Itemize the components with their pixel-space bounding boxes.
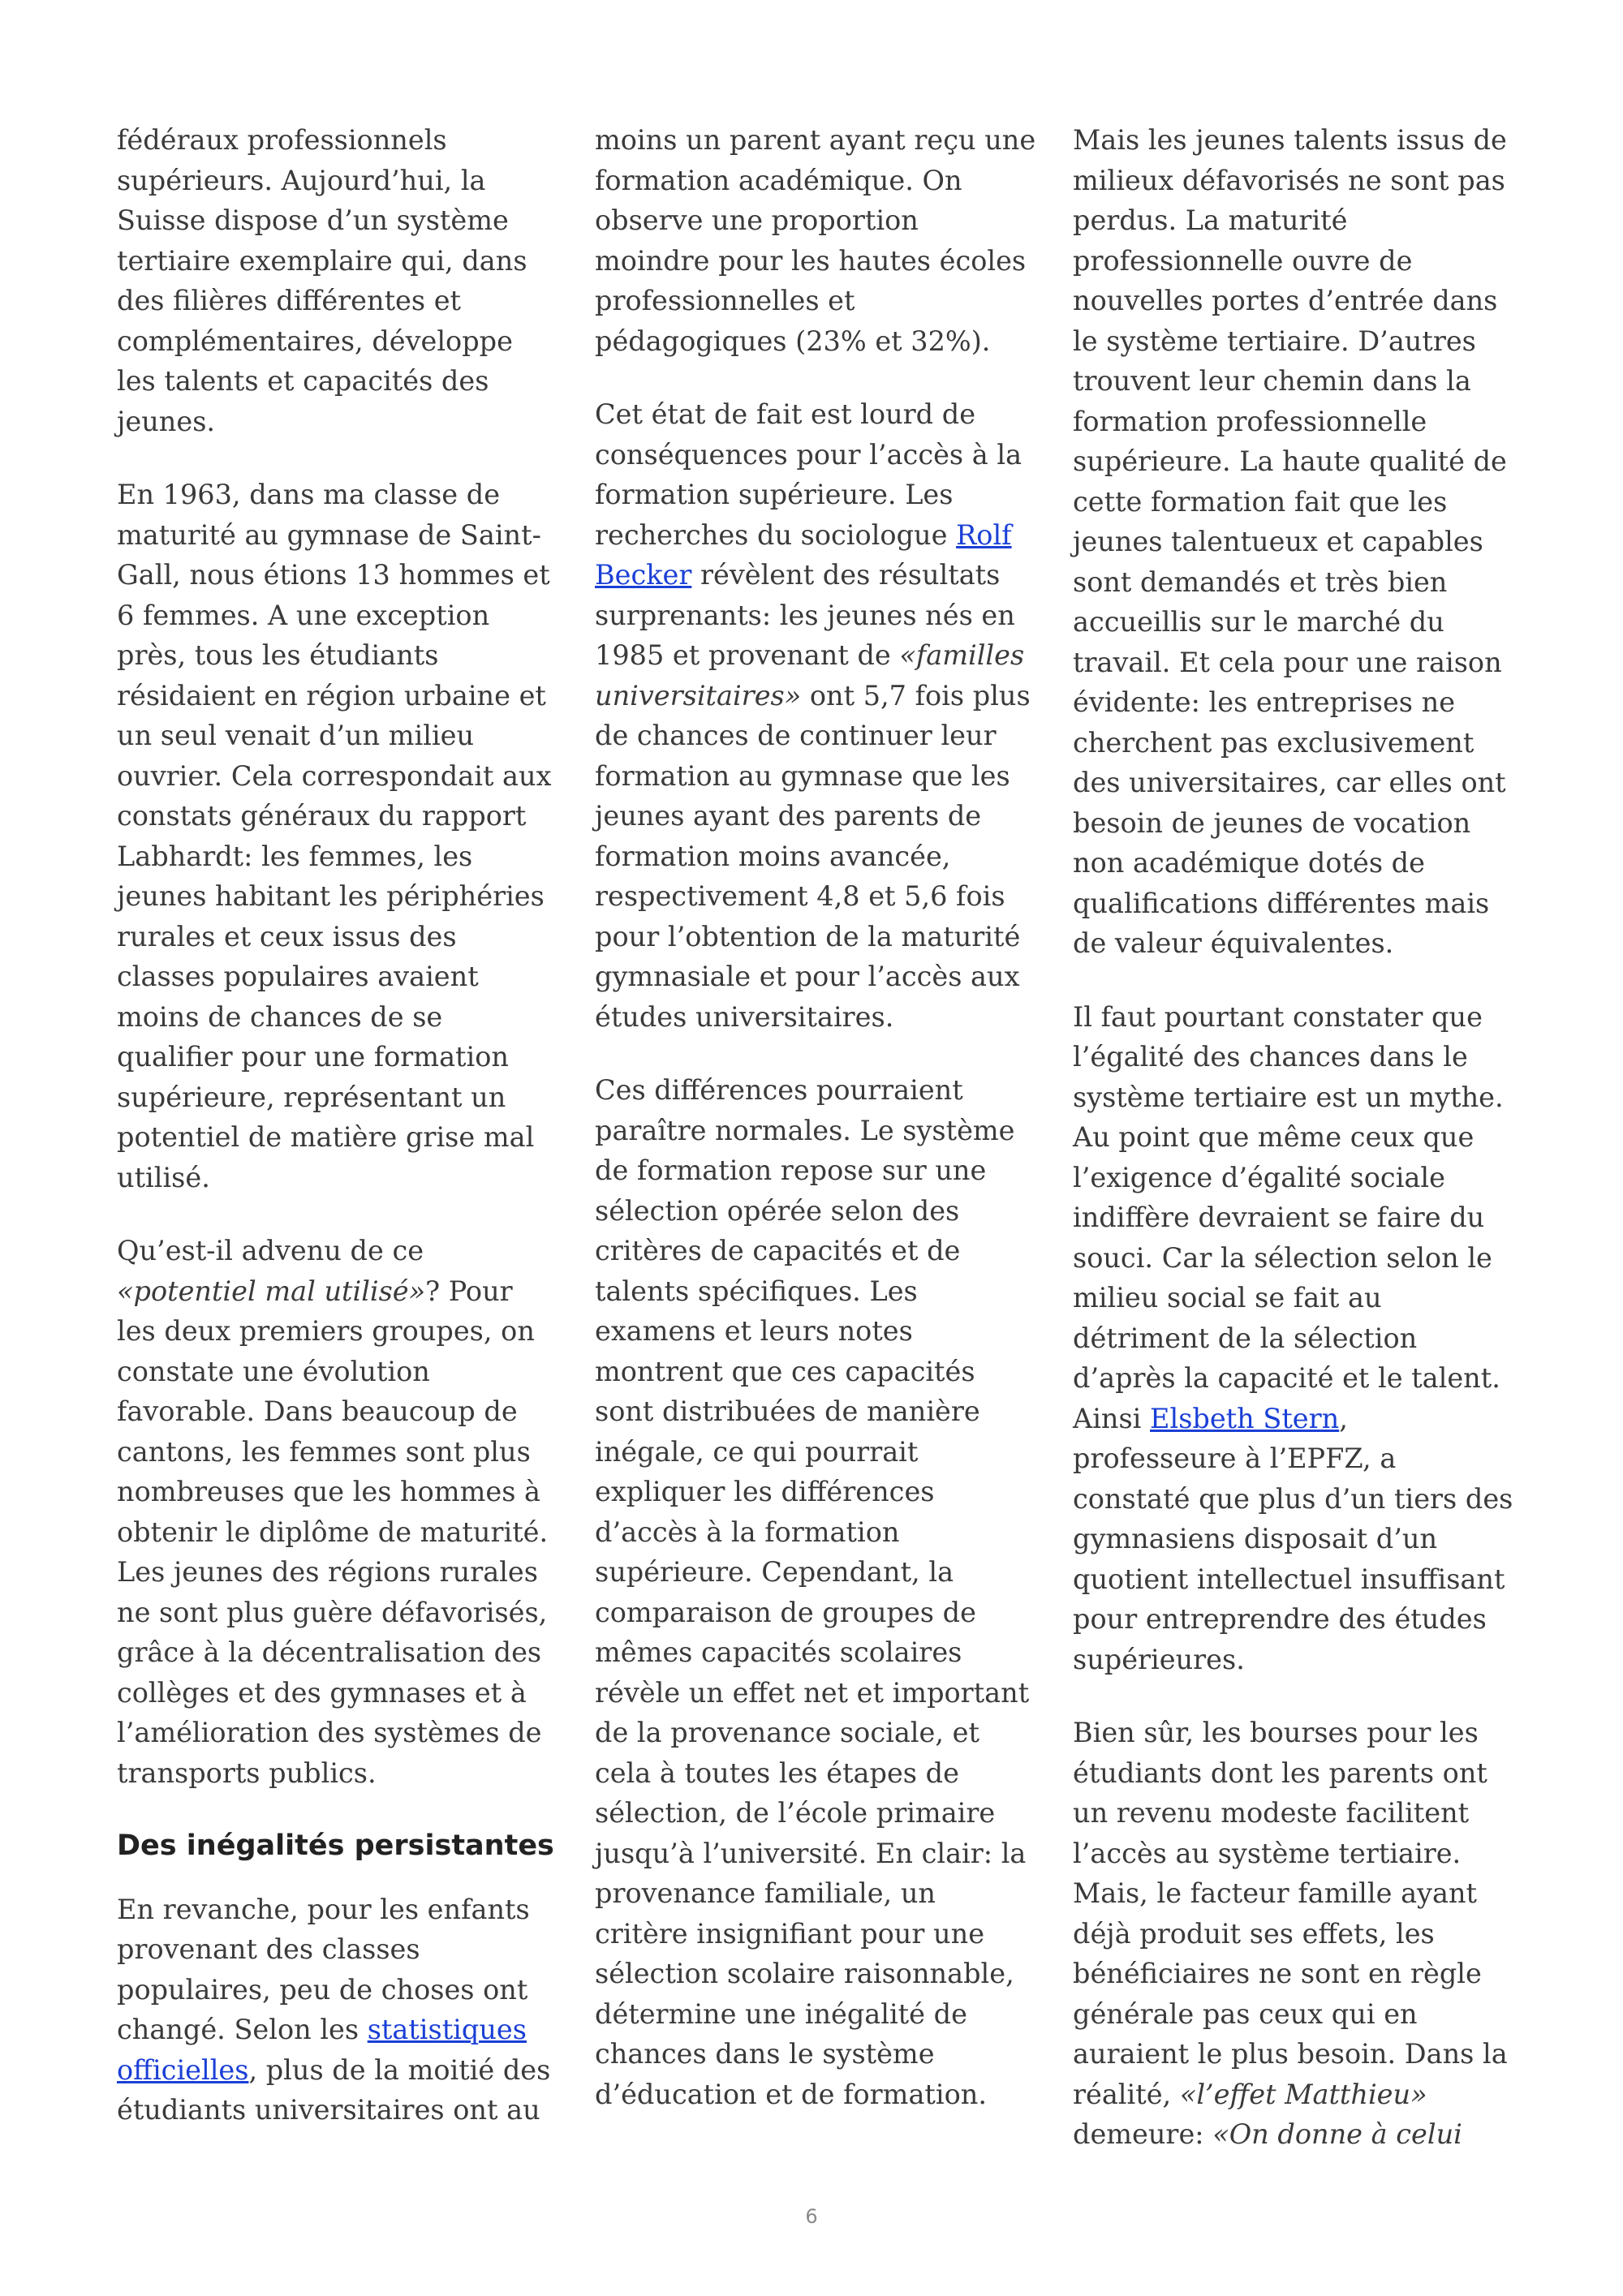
page-number: 6 bbox=[805, 2205, 818, 2228]
inline-link[interactable]: statistiques officielles bbox=[117, 2014, 527, 2086]
inline-link[interactable]: Rolf Becker bbox=[595, 518, 1012, 591]
text-run: Bien sûr, les bourses pour les étudiants dont les parents ont un revenu modeste facilitent l’accès au système tertiaire. Mais, le facteur famille ayant déjà produit ses effets, les bénéficiaires ne sont en règle générale pas ceux qui en auraient le plus besoin. Dans la réalité, bbox=[1073, 1717, 1508, 2110]
paragraph bbox=[117, 475, 559, 1197]
inline-link[interactable]: Elsbeth Stern bbox=[1150, 1402, 1340, 1434]
emphasis-text: «On donne à celui bbox=[1212, 2118, 1462, 2150]
text-column-2 bbox=[595, 120, 1037, 2114]
paragraph bbox=[117, 120, 559, 441]
paragraph bbox=[595, 1070, 1037, 2114]
text-run: Cet état de fait est lourd de conséquences pour l’accès à la formation supérieure. Les recherches du sociologue bbox=[595, 398, 1022, 551]
text-run: Qu’est-il advenu de ce bbox=[117, 1235, 424, 1266]
text-run: Il faut pourtant constater que l’égalité des chances dans le système tertiaire est un mythe. Au point que même ceux que l’exigence d’égalité sociale indiffère devraient se faire du souci. Car la sélection selon le milieu social se fait au détriment de la sélection d’après la capacité et le talent. Ainsi bbox=[1073, 1000, 1504, 1434]
paragraph bbox=[1073, 997, 1515, 1680]
emphasis-text: «familles universitaires» bbox=[595, 639, 1025, 712]
paragraph bbox=[117, 1231, 559, 1793]
text-run: ? Pour les deux premiers groupes, on constate une évolution favorable. Dans beaucoup de cantons, les femmes sont plus nombreuses que les hommes à obtenir le diplôme de maturité. Les jeunes des régions rurales ne sont plus guère défavorisés, grâce à la décentralisation des collèges et des gymnases et à l’amélioration des systèmes de transports publics. bbox=[117, 1275, 549, 1789]
paragraph bbox=[595, 394, 1037, 1037]
emphasis-text: «potentiel mal utilisé» bbox=[117, 1275, 426, 1307]
text-run: , plus de la moitié des étudiants universitaires ont au bbox=[117, 2053, 551, 2126]
emphasis-text: «l’effet Matthieu» bbox=[1179, 2078, 1427, 2110]
text-run: ont 5,7 fois plus de chances de continuer leur formation au gymnase que les jeunes ayant des parents de formation moins avancée, respectivement 4,8 et 5,6 fois pour l’obtention de la maturité gymnasiale et pour l’accès aux études universitaires. bbox=[595, 679, 1031, 1033]
text-run: fédéraux professionnels supérieurs. Aujourd’hui, la Suisse dispose d’un système tertiaire exemplaire qui, dans des filières différentes et complémentaires, développe les talents et capacités des jeunes. bbox=[117, 124, 527, 437]
text-run: moins un parent ayant reçu une formation académique. On observe une proportion moindre pour les hautes écoles professionnelles et pédagogiques (23% et 32%). bbox=[595, 124, 1036, 357]
section-heading: Des inégalités persistantes bbox=[117, 1829, 554, 1862]
text-column-1 bbox=[117, 120, 559, 2130]
text-run: demeure: bbox=[1073, 2118, 1213, 2150]
text-run: En revanche, pour les enfants provenant des classes populaires, peu de choses ont changé. Selon les bbox=[117, 1893, 530, 2045]
text-run: révèlent des résultats surprenants: les jeunes nés en 1985 et provenant de bbox=[595, 559, 1015, 671]
text-run: , professeure à l’EPFZ, a constaté que plus d’un tiers des gymnasiens disposait d’un quotient intellectuel insuffisant pour entreprendre des études supérieures. bbox=[1073, 1402, 1513, 1675]
text-run: Mais les jeunes talents issus de milieux défavorisés ne sont pas perdus. La maturité professionnelle ouvre de nouvelles portes d’entrée dans le système tertiaire. D’autres trouvent leur chemin dans la formation professionnelle supérieure. La haute qualité de cette formation fait que les jeunes talentueux et capables sont demandés et très bien accueillis sur le marché du travail. Et cela pour une raison évidente: les entreprises ne cherchent pas exclusivement des universitaires, car elles ont besoin de jeunes de vocation non académique dotés de qualifications différentes mais de valeur équivalentes. bbox=[1073, 124, 1507, 959]
paragraph bbox=[595, 120, 1037, 361]
paragraph bbox=[1073, 120, 1515, 964]
text-run: Ces différences pourraient paraître normales. Le système de formation repose sur une sélection opérée selon des critères de capacités et de talents spécifiques. Les examens et leurs notes montrent que ces capacités sont distribuées de manière inégale, ce qui pourrait expliquer les différences d’accès à la formation supérieure. Cependant, la comparaison de groupes de mêmes capacités scolaires révèle un effet net et important de la provenance sociale, et cela à toutes les étapes de sélection, de l’école primaire jusqu’à l’université. En clair: la provenance familiale, un critère insignifiant pour une sélection scolaire raisonnable, détermine une inégalité de chances dans le système d’éducation et de formation. bbox=[595, 1074, 1030, 2110]
paragraph bbox=[1073, 1713, 1515, 2155]
paragraph bbox=[117, 1890, 559, 2130]
text-column-3 bbox=[1073, 120, 1515, 2155]
text-run: En 1963, dans ma classe de maturité au gymnase de Saint-Gall, nous étions 13 hommes et 6 femmes. A une exception près, tous les étudiants résidaient en région urbaine et un seul venait d’un milieu ouvrier. Cela correspondait aux constats généraux du rapport Labhardt: les femmes, les jeunes habitant les périphéries rurales et ceux issus des classes populaires avaient moins de chances de se qualifier pour une formation supérieure, représentant un potentiel de matière grise mal utilisé. bbox=[117, 479, 552, 1193]
